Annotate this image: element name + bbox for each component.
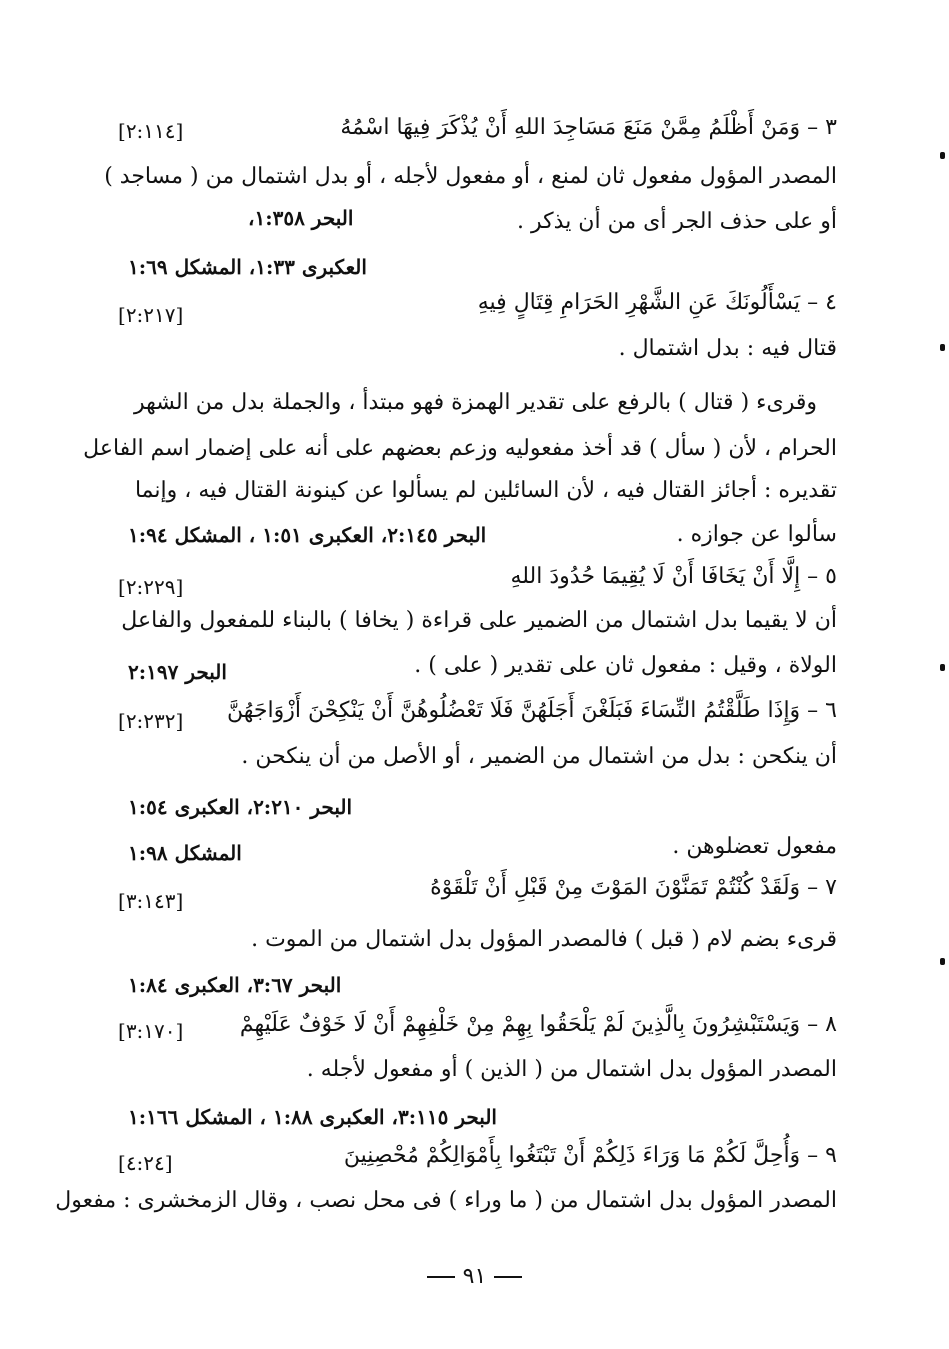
margin-mark: [940, 958, 945, 965]
verse-line-6: ٦ – وَإِذَا طَلَّقْتُمُ النِّسَاءَ فَبَلَغْنَ أَجَلَهُنَّ فَلَا تَعْضُلُوهُنَّ أَنْ يَنْكِحْنَ أَزْوَاجَهُنَّ: [227, 698, 837, 723]
text-line: الحرام ، لأن ( سأل ) قد أخذ مفعوليه وزعم بعضهم على أنه على إضمار اسم الفاعل: [83, 436, 837, 461]
text-line: المصدر المؤول مفعول ثان لمنع ، أو مفعول لأجله ، أو بدل اشتمال من ( مساجد ): [104, 164, 837, 189]
source-citation: البحر ٢:٢١٠، العكبرى ١:٥٤: [128, 795, 353, 819]
source-citation: البحر ٢:١٤٥، العكبرى ١:٥١ ، المشكل ١:٩٤: [128, 523, 487, 547]
source-citation: البحر ٣:٦٧، العكبرى ١:٨٤: [128, 973, 342, 997]
source-citation: البحر ٣:١١٥، العكبرى ١:٨٨ ، المشكل ١:١٦٦: [128, 1105, 497, 1129]
verse-reference: [٣:١٤٣]: [118, 889, 184, 913]
verse-line-7: ٧ – وَلَقَدْ كُنْتُمْ تَمَنَّوْنَ المَوْتَ مِنْ قَبْلِ أَنْ تَلْقَوْهُ: [430, 875, 837, 900]
verse-reference: [٢:٢٢٩]: [118, 575, 184, 599]
verse-line-3: ٣ – وَمَنْ أَظْلَمُ مِمَّنْ مَنَعَ مَسَاجِدَ اللهِ أَنْ يُذْكَرَ فِيهَا اسْمُهُ: [340, 115, 837, 140]
text-line: قتال فيه : بدل اشتمال .: [618, 336, 837, 361]
verse-reference: [٤:٢٤]: [118, 1151, 173, 1175]
text-line: مفعول تعضلوهن .: [672, 834, 837, 859]
source-citation: المشكل ١:٩٨: [128, 841, 242, 865]
text-line: المصدر المؤول بدل اشتمال من ( الذين ) أو مفعول لأجله .: [306, 1057, 837, 1082]
text-line: تقديره : أجائز القتال فيه ، لأن السائلين لم يسألوا عن كينونة القتال فيه ، وإنما: [134, 478, 837, 503]
margin-mark: [940, 664, 945, 671]
verse-line-5: ٥ – إِلَّا أَنْ يَخَافَا أَنْ لَا يُقِيمَا حُدُودَ اللهِ: [510, 564, 837, 589]
margin-mark: [940, 344, 945, 351]
verse-line-9: ٩ – وَأُحِلَّ لَكُمْ مَا وَرَاءَ ذَلِكُمْ أَنْ تَبْتَغُوا بِأَمْوَالِكُمْ مُحْصِنِينَ: [343, 1143, 837, 1168]
text-line: وقرىء ( قتال ) بالرفع على تقدير الهمزة فهو مبتدأ ، والجملة بدل من الشهر: [134, 390, 817, 415]
dash-left: [427, 1276, 455, 1278]
verse-reference: [٢:١١٤]: [118, 119, 184, 143]
text-line: أن ينكحن : بدل من اشتمال من الضمير ، أو الأصل من أن ينكحن .: [241, 744, 837, 769]
margin-mark: [940, 152, 945, 159]
text-line: المصدر المؤول بدل اشتمال من ( ما وراء ) فى محل نصب ، وقال الزمخشرى : مفعول: [55, 1188, 837, 1213]
verse-reference: [٢:٢١٧]: [118, 303, 184, 327]
page-number-text: ٩١: [462, 1264, 487, 1289]
text-line: الولاة ، وقيل : مفعول ثان على تقدير ( على ) .: [414, 653, 837, 678]
verse-line-4: ٤ – يَسْأَلُونَكَ عَنِ الشَّهْرِ الحَرَامِ قِتَالٍ فِيهِ: [477, 290, 837, 315]
dash-right: [494, 1276, 522, 1278]
text-line: أو على حذف الجر أى من أن يذكر .: [517, 209, 837, 234]
verse-reference: [٣:١٧٠]: [118, 1019, 184, 1043]
text-line: أن لا يقيما بدل اشتمال من الضمير على قراءة ( يخافا ) بالبناء للمفعول والفاعل: [121, 608, 837, 633]
text-line: سألوا عن جوازه .: [676, 522, 837, 547]
source-citation: البحر ١:٣٥٨،: [248, 206, 354, 230]
page-number: [0, 1262, 949, 1292]
verse-line-8: ٨ – وَيَسْتَبْشِرُونَ بِالَّذِينَ لَمْ يَلْحَقُوا بِهِمْ مِنْ خَلْفِهِمْ أَنْ لَا خَوْفٌ عَلَيْهِمْ: [239, 1012, 837, 1037]
source-citation: العكبرى ١:٣٣، المشكل ١:٦٩: [128, 255, 367, 279]
source-citation: البحر ٢:١٩٧: [128, 660, 227, 684]
text-line: قرىء بضم لام ( قبل ) فالمصدر المؤول بدل اشتمال من الموت .: [251, 927, 837, 952]
verse-reference: [٢:٢٣٢]: [118, 709, 184, 733]
